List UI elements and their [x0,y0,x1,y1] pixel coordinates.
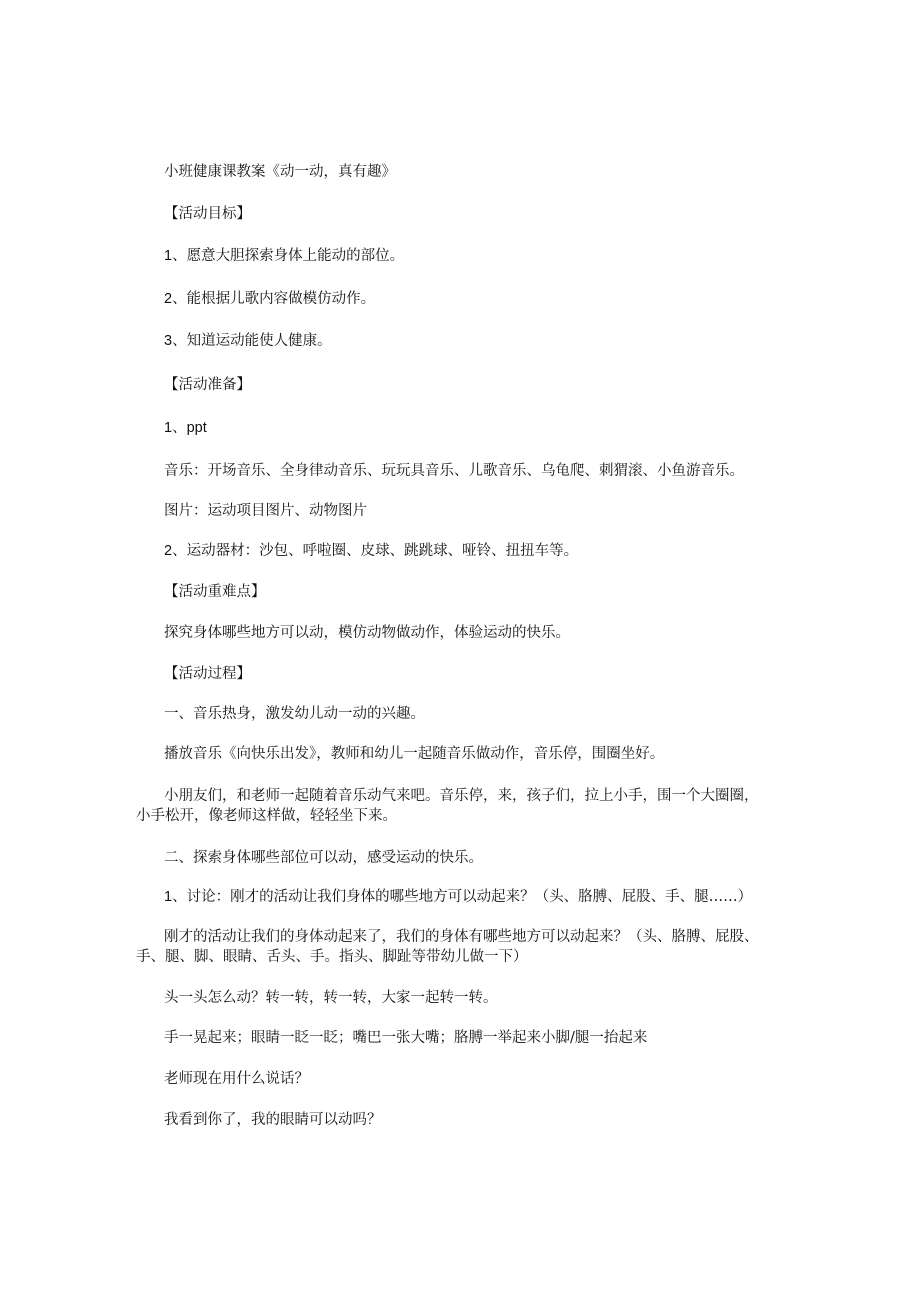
process-part-1-title: 一、音乐热身，激发幼儿动一动的兴趣。 [164,706,425,722]
goal-item-3-text: 、知道运动能使人健康。 [172,333,332,349]
document-title: 小班健康课教案《动一动，真有趣》 [164,164,396,180]
goal-item-1-number: 1 [164,248,173,264]
process-paragraph-line-1: 刚才的活动让我们的身体动起来了，我们的身体有哪些地方可以动起来？（头、胳膊、屁股、 [164,929,759,945]
process-discuss-text: 、讨论：刚才的活动让我们身体的哪些地方可以动起来？（头、胳膊、屁股、手、腿……） [172,889,753,905]
goal-item-1 [164,246,404,266]
preparation-item-1 [164,418,207,438]
process-question-1: 老师现在用什么说话？ [164,1071,309,1087]
goal-item-2-number: 2 [164,291,173,307]
process-part-2-title: 二、探索身体哪些部位可以动，感受运动的快乐。 [164,850,483,866]
process-head-line: 头一头怎么动？转一转，转一转，大家一起转一转。 [164,990,498,1006]
process-discuss-number: 1 [164,889,173,905]
goal-item-2 [164,289,375,309]
process-question-2: 我看到你了，我的眼睛可以动吗？ [164,1112,382,1128]
process-hands-line: 手一晃起来；眼睛一眨一眨；嘴巴一张大嘴；胳膊一举起来小脚/腿一抬起来 [164,1030,648,1046]
goal-item-3 [164,331,332,351]
preparation-heading: 【活动准备】 [164,377,251,393]
key-points-text: 探究身体哪些地方可以动，模仿动物做动作，体验运动的快乐。 [164,625,570,641]
preparation-item-2 [164,541,578,561]
process-part-1-speech-line-1: 小朋友们，和老师一起随着音乐动气来吧。音乐停，来，孩子们，拉上小手，围一个大圈圈， [164,788,759,804]
goal-item-1-text: 、愿意大胆探索身体上能动的部位。 [172,248,405,264]
preparation-pictures: 图片：运动项目图片、动物图片 [164,503,367,519]
process-part-1-text: 播放音乐《向快乐出发》，教师和幼儿一起随音乐做动作，音乐停，围圈坐好。 [164,746,665,762]
preparation-music: 音乐：开场音乐、全身律动音乐、玩玩具音乐、儿歌音乐、乌龟爬、刺猬滚、小鱼游音乐。 [164,463,744,479]
goal-item-2-text: 、能根据儿歌内容做模仿动作。 [172,291,376,307]
preparation-item-1-text: 、ppt [172,420,207,436]
process-part-1-speech-line-2: 小手松开，像老师这样做，轻轻坐下来。 [136,808,397,824]
key-points-heading: 【活动重难点】 [164,584,266,600]
preparation-item-2-number: 2 [164,543,173,559]
preparation-item-1-number: 1 [164,420,173,436]
process-paragraph-line-2: 手、腿、脚、眼睛、舌头、手。指头、脚趾等带幼儿做一下） [136,949,528,965]
goals-heading: 【活动目标】 [164,206,251,222]
process-heading: 【活动过程】 [164,666,251,682]
process-discuss [164,887,752,907]
goal-item-3-number: 3 [164,333,173,349]
preparation-item-2-text: 、运动器材：沙包、呼啦圈、皮球、跳跳球、哑铃、扭扭车等。 [172,543,579,559]
